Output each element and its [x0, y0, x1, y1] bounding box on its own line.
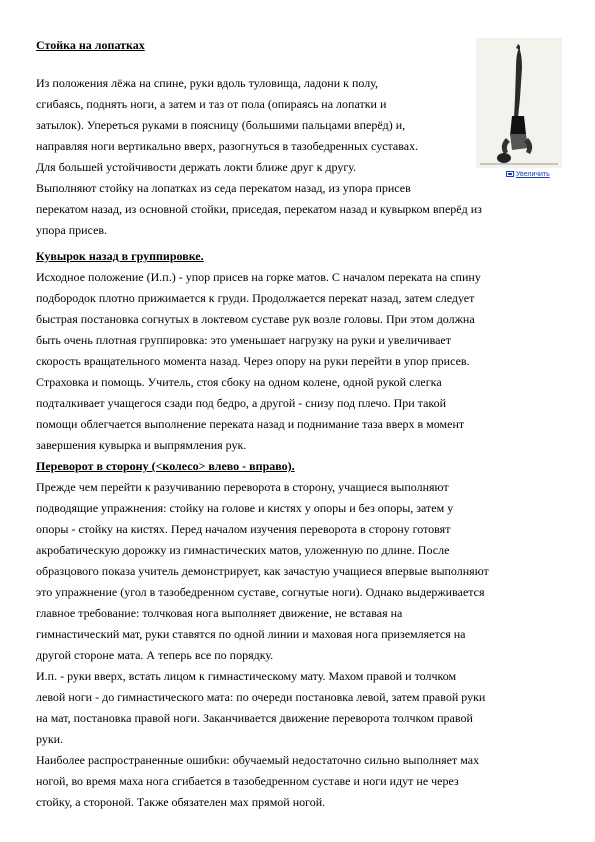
paragraph-line: руки. [36, 732, 64, 746]
paragraph-line: Выполняют стойку на лопатках из седа перекатом назад, из упора присев [36, 181, 411, 195]
section-heading-backward-roll: Кувырок назад в группировке. [36, 249, 204, 263]
paragraph-line: Из положения лёжа на спине, руки вдоль туловища, ладони к полу, [36, 76, 378, 90]
paragraph-line: перекатом назад, из основной стойки, приседая, перекатом назад и кувырком вперёд из [36, 202, 482, 216]
paragraph-line: это упражнение (угол в тазобедренном суставе, согнутые ноги). Однако выдерживается [36, 585, 485, 599]
paragraph-line: завершения кувырка и выпрямления рук. [36, 438, 247, 452]
paragraph-line: Для большей устойчивости держать локти ближе друг к другу. [36, 160, 357, 174]
shoulder-stand-illustration [476, 38, 562, 168]
paragraph-line: подводящие упражнения: стойку на голове и кистях у опоры и без опоры, затем у [36, 501, 454, 515]
paragraph-line: главное требование: толчковая нога выполняет движение, не вставая на [36, 606, 403, 620]
paragraph-line: быстрая постановка согнутых в локтевом суставе рук возле головы. При этом должна [36, 312, 475, 326]
paragraph-line: И.п. - руки вверх, встать лицом к гимнастическому мату. Махом правой и толчком [36, 669, 457, 683]
shoulder-stand-icon [476, 38, 562, 168]
paragraph-line: направляя ноги вертикально вверх, разогнуться в тазобедренных суставах. [36, 139, 419, 153]
paragraph-line: Исходное положение (И.п.) - упор присев на горке матов. С началом переката на спину [36, 270, 481, 284]
paragraph-line: подбородок плотно прижимается к груди. Продолжается перекат назад, затем следует [36, 291, 475, 305]
paragraph-line: Наиболее распространенные ошибки: обучаемый недостаточно сильно выполняет мах [36, 753, 480, 767]
paragraph-line: образцового показа учитель демонстрирует, как зачастую учащиеся впервые выполняют [36, 564, 489, 578]
paragraph-line: быть очень плотная группировка: это уменьшает нагрузку на руки и увеличивает [36, 333, 451, 347]
section-heading-cartwheel: Переворот в сторону (<колесо> влево - вправо). [36, 459, 295, 473]
paragraph-line: скорость вращательного момента назад. Через опору на руки перейти в упор присев. [36, 354, 470, 368]
paragraph-line: ногой, во время маха нога сгибается в тазобедренном суставе и ноги идут не через [36, 774, 459, 788]
paragraph-line: другой стороне мата. А теперь все по порядку. [36, 648, 274, 662]
enlarge-link[interactable] [506, 168, 550, 180]
paragraph-line: сгибаясь, поднять ноги, а затем и таз от пола (опираясь на лопатки и [36, 97, 387, 111]
paragraph-line: Страховка и помощь. Учитель, стоя сбоку на одном колене, одной рукой слегка [36, 375, 442, 389]
paragraph-line: упора присев. [36, 223, 108, 237]
paragraph-line: гимнастический мат, руки ставятся по одной линии и маховая нога приземляется на [36, 627, 466, 641]
paragraph-line: акробатическую дорожку из гимнастических матов, уложенную по длине. После [36, 543, 450, 557]
magnify-icon [506, 171, 514, 177]
paragraph-line: помощи облегчается выполнение переката назад и поднимание таза вверх в момент [36, 417, 465, 431]
enlarge-label: Увеличить [516, 170, 550, 178]
paragraph-line: на мат, постановка правой ноги. Заканчивается движение переворота толчком правой [36, 711, 473, 725]
paragraph-line: затылок). Упереться руками в поясницу (большими пальцами вперёд) и, [36, 118, 406, 132]
paragraph-line: Прежде чем перейти к разучиванию переворота в сторону, учащиеся выполняют [36, 480, 449, 494]
paragraph-line: стойку, а стороной. Также обязателен мах прямой ногой. [36, 795, 326, 809]
section-heading-shoulder-stand: Стойка на лопатках [36, 38, 145, 52]
paragraph-line: подталкивает учащегося сзади под бедро, а другой - снизу под плечо. При такой [36, 396, 447, 410]
paragraph-line: левой ноги - до гимнастического мата: по очереди постановка левой, затем правой руки [36, 690, 486, 704]
paragraph-line: опоры - стойку на кистях. Перед началом изучения переворота в сторону готовят [36, 522, 451, 536]
